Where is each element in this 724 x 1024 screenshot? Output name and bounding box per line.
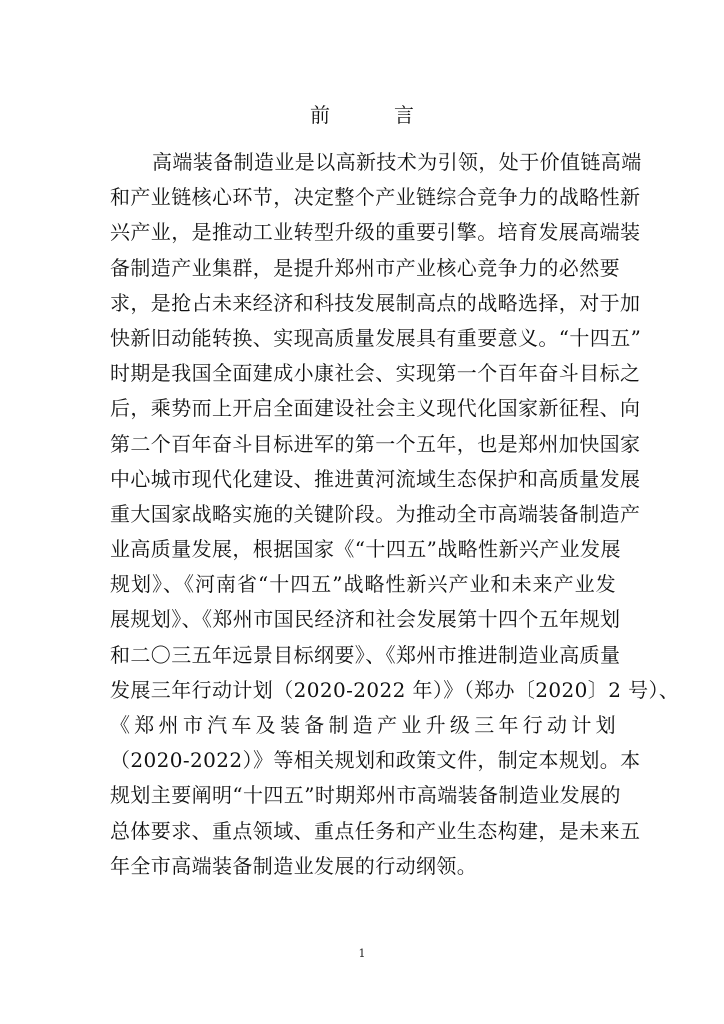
text-line: 时期是我国全面建成小康社会、实现第一个百年奋斗目标之	[110, 361, 641, 386]
text-line: 展规划》、《郑州市国民经济和社会发展第十四个五年规划	[110, 607, 621, 632]
text-line: 《郑州市汽车及装备制造产业升级三年行动计划	[110, 713, 616, 737]
text-line: 中心城市现代化建设、推进黄河流域生态保护和高质量发展	[110, 466, 641, 491]
text-line: 规划主要阐明“十四五”时期郑州市高端装备制造业发展的	[110, 783, 621, 808]
text-line: 求，是抢占未来经济和科技发展制高点的战略选择，对于加	[110, 290, 641, 315]
text-line: 兴产业，是推动工业转型升级的重要引擎。培育发展高端装	[110, 220, 641, 245]
text-line: 年全市高端装备制造业发展的行动纲领。	[110, 853, 478, 878]
text-line: 快新旧动能转换、实现高质量发展具有重要意义。“十四五”	[110, 325, 642, 350]
text-line: 和二〇三五年远景目标纲要》、《郑州市推进制造业高质量	[110, 642, 621, 667]
page-number: 1	[358, 947, 366, 960]
text-line: 规划》、《河南省“十四五”战略性新兴产业和未来产业发	[110, 572, 616, 597]
page-title: 前 言	[310, 103, 436, 127]
text-line: 高端装备制造业是以高新技术为引领，处于价值链高端	[152, 150, 642, 174]
text-line: 第二个百年奋斗目标进军的第一个五年，也是郑州加快国家	[110, 431, 641, 456]
text-line: 业高质量发展，根据国家《“十四五”战略性新兴产业发展	[110, 537, 621, 562]
text-line: 和产业链核心环节，决定整个产业链综合竞争力的战略性新	[110, 185, 641, 210]
text-line: （2020-2022）》等相关规划和政策文件，制定本规划。本	[110, 748, 641, 773]
preface-paragraph	[110, 145, 680, 884]
text-line: 发展三年行动计划（2020-2022 年）》（郑办〔2020〕2 号）、	[110, 677, 680, 702]
text-line: 重大国家战略实施的关键阶段。为推动全市高端装备制造产	[110, 501, 641, 526]
text-line: 后，乘势而上开启全面建设社会主义现代化国家新征程、向	[110, 396, 641, 421]
text-line: 备制造产业集群，是提升郑州市产业核心竞争力的必然要	[110, 255, 620, 280]
text-line: 总体要求、重点领域、重点任务和产业生态构建，是未来五	[110, 818, 641, 843]
